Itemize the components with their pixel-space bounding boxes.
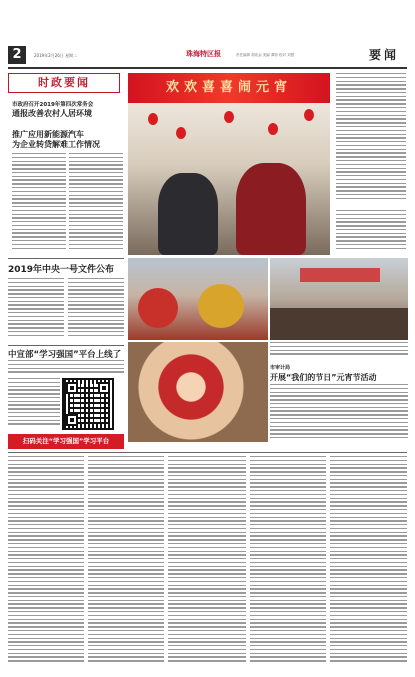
right-headline[interactable]: 开展“我们的节日”元宵节活动 xyxy=(270,373,377,382)
editor-credits: 责任编辑 胡宪金 美编 谭婷 校对 刘慧 xyxy=(236,53,295,57)
bottom-col-3 xyxy=(168,456,246,670)
qr-code[interactable] xyxy=(62,378,114,430)
issue-date: 2019年2月26日 星期二 xyxy=(34,53,78,58)
lead-kicker: 市政府召开2019年第四次常务会 xyxy=(12,102,94,108)
newspaper-name: 珠海特区报 xyxy=(186,49,221,58)
lead-headline[interactable]: 通报改善农村人居环境 xyxy=(12,109,92,118)
crowd-shape xyxy=(270,308,408,340)
bottom-col-4 xyxy=(250,456,326,670)
festival-banner xyxy=(128,73,330,103)
second-body-col-2 xyxy=(68,278,124,342)
lantern-icon xyxy=(268,123,278,135)
festival-banner-title: 欢欢喜喜闹元宵 xyxy=(165,80,292,95)
lion-dance-photo[interactable] xyxy=(128,258,268,340)
lion-head-shape xyxy=(138,288,178,328)
lantern-icon xyxy=(176,127,186,139)
section-divider xyxy=(8,452,407,453)
section-divider xyxy=(8,345,124,346)
second-body-col-1 xyxy=(8,278,64,342)
qr-finder xyxy=(66,414,78,426)
lead-subheadline-2: 为企业转贷解难工作情况 xyxy=(12,140,100,149)
lantern-photo[interactable] xyxy=(128,103,330,255)
qr-finder xyxy=(66,382,78,394)
section-divider xyxy=(8,258,124,259)
page-header xyxy=(8,46,407,68)
section-title: 要闻 xyxy=(368,48,399,62)
lantern-icon xyxy=(304,109,314,121)
crowd-photo[interactable] xyxy=(270,258,408,340)
qr-banner-label: 扫码关注“学习强国”学习平台 xyxy=(22,437,110,445)
lion-head-shape xyxy=(198,284,244,328)
section-box xyxy=(8,73,120,93)
lead-body-col-1 xyxy=(12,153,66,253)
photo-caption xyxy=(336,210,406,254)
lead-subheadline-1: 推广应用新能源汽车 xyxy=(12,130,84,139)
bottom-col-5 xyxy=(330,456,407,670)
qr-banner[interactable] xyxy=(8,434,124,449)
lantern-icon xyxy=(148,113,158,125)
right-kicker: 市审计局 xyxy=(270,365,291,371)
third-headline[interactable]: 中宣部“学习强国”平台上线了 xyxy=(8,350,122,360)
crowd-caption xyxy=(270,342,408,360)
lead-subheadline xyxy=(12,130,124,150)
bottom-col-2 xyxy=(88,456,164,670)
bottom-col-1 xyxy=(8,456,84,670)
third-body-top xyxy=(8,360,124,376)
person-figure xyxy=(158,173,218,255)
third-body-left xyxy=(8,378,60,430)
right-body xyxy=(270,384,408,444)
lantern-icon xyxy=(224,111,234,123)
person-figure xyxy=(236,163,306,255)
section-box-label: 时政要闻 xyxy=(38,76,90,89)
right-column-text xyxy=(336,73,406,205)
stage-banner-shape xyxy=(300,268,380,282)
second-headline[interactable]: 2019年中央一号文件公布 xyxy=(8,265,115,275)
performer-photo[interactable] xyxy=(128,342,268,442)
lead-body-col-2 xyxy=(69,153,123,253)
header-divider xyxy=(8,67,407,69)
page-number: 2 xyxy=(8,46,26,64)
qr-finder xyxy=(98,382,110,394)
